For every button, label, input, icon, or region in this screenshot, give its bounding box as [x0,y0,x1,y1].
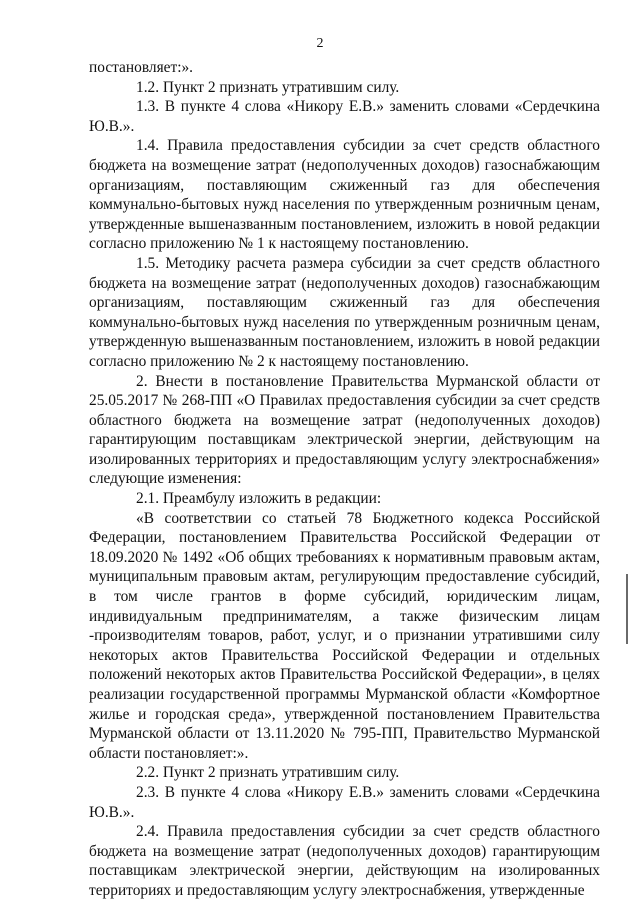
paragraph-1-5: 1.5. Методику расчета размера субсидии за счет средств областного бюджета на возмещение затрат (недополученных доходов) газоснабжающим организациям, поставляющим сжиженный газ для обеспечения коммунально-бытовых нужд населения по утвержденным розничным ценам, утвержденную вышеназванным постановлением, изложить в новой редакции согласно приложению № 2 к настоящему постановлению. [89,254,600,370]
paragraph-continuation: постановляет:». [89,59,194,76]
page-number: 2 [316,36,324,51]
document-body [89,58,600,901]
paragraph-1-4: 1.4. Правила предоставления субсидии за счет средств областного бюджета на возмещение затрат (недополученных доходов) газоснабжающим организациям, поставляющим сжиженный газ для обеспечения коммунально-бытовых нужд населения по утвержденным розничным ценам, утвержденные вышеназванным постановлением, изложить в новой редакции согласно приложению № 1 к настоящему постановлению. [89,137,600,253]
paragraph-2-4: 2.4. Правила предоставления субсидии за счет средств областного бюджета на возмещение затрат (недополученных доходов) гарантирующим поставщикам электрической энергии, действующим на изолированных территориях и предоставляющим услугу электроснабжения, утвержденные [89,823,600,899]
paragraph-2-3: 2.3. В пункте 4 слова «Никору Е.В.» заменить словами «Сердечкина Ю.В.». [89,783,600,821]
paragraph-1-2: 1.2. Пункт 2 признать утратившим силу. [136,78,400,96]
scan-edge-mark [626,574,628,644]
paragraph-preamble-quote: «В соответствии со статьей 78 Бюджетного кодекса Российской Федерации, постановлением Правительства Российской Федерации от 18.09.2020 № 1492 «Об общих требованиях к нормативным правовым актам, муниципальным правовым актам, регулирующим предоставление субсидий, в том числе грантов в форме субсидий, юридическим лицам, индивидуальным предпринимателям, а также физическим лицам -производителям товаров, работ, услуг, и о признании утратившими силу некоторых актов Правительства Российской Федерации и отдельных положений некоторых актов Правительства Российской Федерации», в целях реализации государственной программы Мурманской области «Комфортное жилье и городская среда», утвержденной постановлением Правительства Мурманской области от 13.11.2020 № 795-ПП, Правительство Мурманской области постановляет:». [89,509,600,762]
paragraph-2-1: 2.1. Преамбулу изложить в редакции: [136,490,382,508]
paragraph-2: 2. Внести в постановление Правительства Мурманской области от 25.05.2017 № 268-ПП «О Правилах предоставления субсидии за счет средств областного бюджета на возмещение затрат (недополученных доходов) гарантирующим поставщикам электрической энергии, действующим на изолированных территориях и предоставляющим услугу электроснабжения» следующие изменения: [89,372,600,488]
paragraph-2-2: 2.2. Пункт 2 признать утратившим силу. [136,764,400,782]
paragraph-1-3: 1.3. В пункте 4 слова «Никору Е.В.» заменить словами «Сердечкина Ю.В.». [89,98,600,135]
